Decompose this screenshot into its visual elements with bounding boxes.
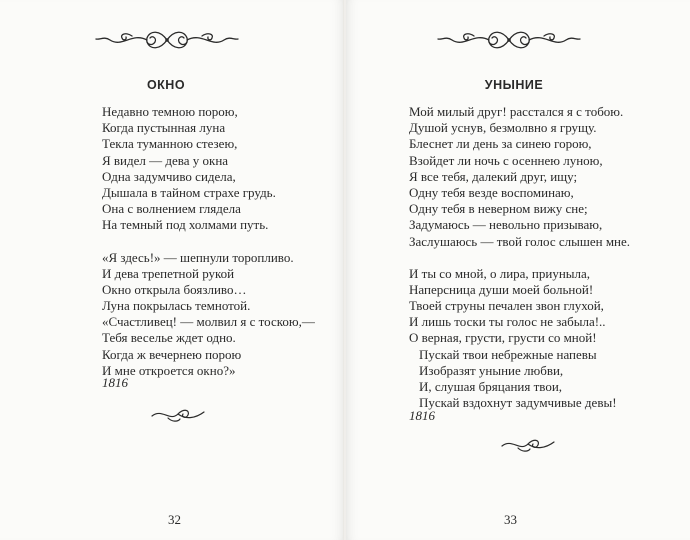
poem-line: Я видел — дева у окна (102, 152, 229, 168)
poem-text (102, 104, 315, 395)
poem-title: УНЫНИЕ (484, 78, 544, 92)
poem-line: Дышала в тайном страхе грудь. (102, 184, 276, 200)
poem-line: И, слушая бряцания твои, (419, 379, 563, 394)
stanza (409, 104, 630, 250)
poem-line: И лишь тоски ты голос не забыла!.. (409, 314, 606, 330)
poem-line: Твоей струны печален звон глухой, (409, 298, 604, 314)
poem-line: И дева трепетной рукой (102, 265, 235, 281)
poem-line: Тебя веселье ждет одно. (102, 330, 236, 346)
poem-line: Наперсница души моей больной! (409, 281, 594, 297)
poem-line: Мой милый друг! расстался я с тобою. (409, 104, 624, 119)
stanza (102, 250, 315, 380)
small-flourish-icon (498, 432, 558, 456)
poem-line: На темный под холмами путь. (102, 217, 269, 233)
poem-line: О верная, грусти, грусти со мной! (409, 330, 597, 346)
poem-line: «Я здесь!» — шепнули торопливо. (102, 249, 294, 265)
poem-line: Пускай вздохнут задумчивые девы! (419, 395, 617, 411)
poem-line: Пускай твои небрежные напевы (419, 346, 597, 362)
poem-line: Она с волнением глядела (102, 201, 241, 217)
poem-line: Окно открыла боязливо… (102, 281, 247, 297)
poem-line: Текла туманною стезею, (102, 136, 238, 152)
poem-line: И ты со мной, о лира, приуныла, (409, 265, 591, 281)
poem-title: ОКНО (146, 78, 186, 92)
poem-line: Заслушаюсь — твой голос слышен мне. (409, 233, 631, 249)
poem-text (409, 104, 630, 427)
poem-line: Задумаюсь — невольно призываю, (409, 217, 603, 233)
poem-line: Когда пустынная луна (102, 120, 226, 136)
page-number: 33 (504, 512, 517, 527)
right-page (346, 0, 690, 540)
poem-line: Блеснет ли день за синею горою, (409, 136, 592, 152)
poem-line: Одну тебя везде воспоминаю, (409, 184, 574, 200)
flourish-ornament-icon (434, 22, 584, 58)
poem-line: Недавно темною порою, (102, 104, 238, 119)
left-page (0, 0, 344, 540)
poem-line: Одна задумчиво сидела, (102, 168, 236, 184)
poem-line: Взойдет ли ночь с осеннею луною, (409, 152, 603, 168)
poem-line: Душой уснув, безмолвно я грущу. (409, 120, 597, 136)
page-number: 32 (168, 512, 181, 527)
poem-line: Я все тебя, далекий друг, ищу; (409, 168, 578, 184)
poem-line: Одну тебя в неверном вижу сне; (409, 201, 588, 217)
stanza (102, 104, 315, 234)
poem-line: «Счастливец! — молвил я с тоскою,— (102, 314, 315, 330)
poem-line: Луна покрылась темнотой. (102, 298, 251, 314)
poem-date: 1816 (409, 408, 435, 423)
stanza (409, 266, 630, 412)
poem-date: 1816 (102, 375, 128, 390)
poem-line: И мне откроется окно?» (102, 362, 236, 378)
small-flourish-icon (148, 402, 208, 426)
flourish-ornament-icon (92, 22, 242, 58)
poem-line: Когда ж вечернею порою (102, 346, 242, 362)
poem-line: Изобразят уныние любви, (419, 362, 564, 378)
